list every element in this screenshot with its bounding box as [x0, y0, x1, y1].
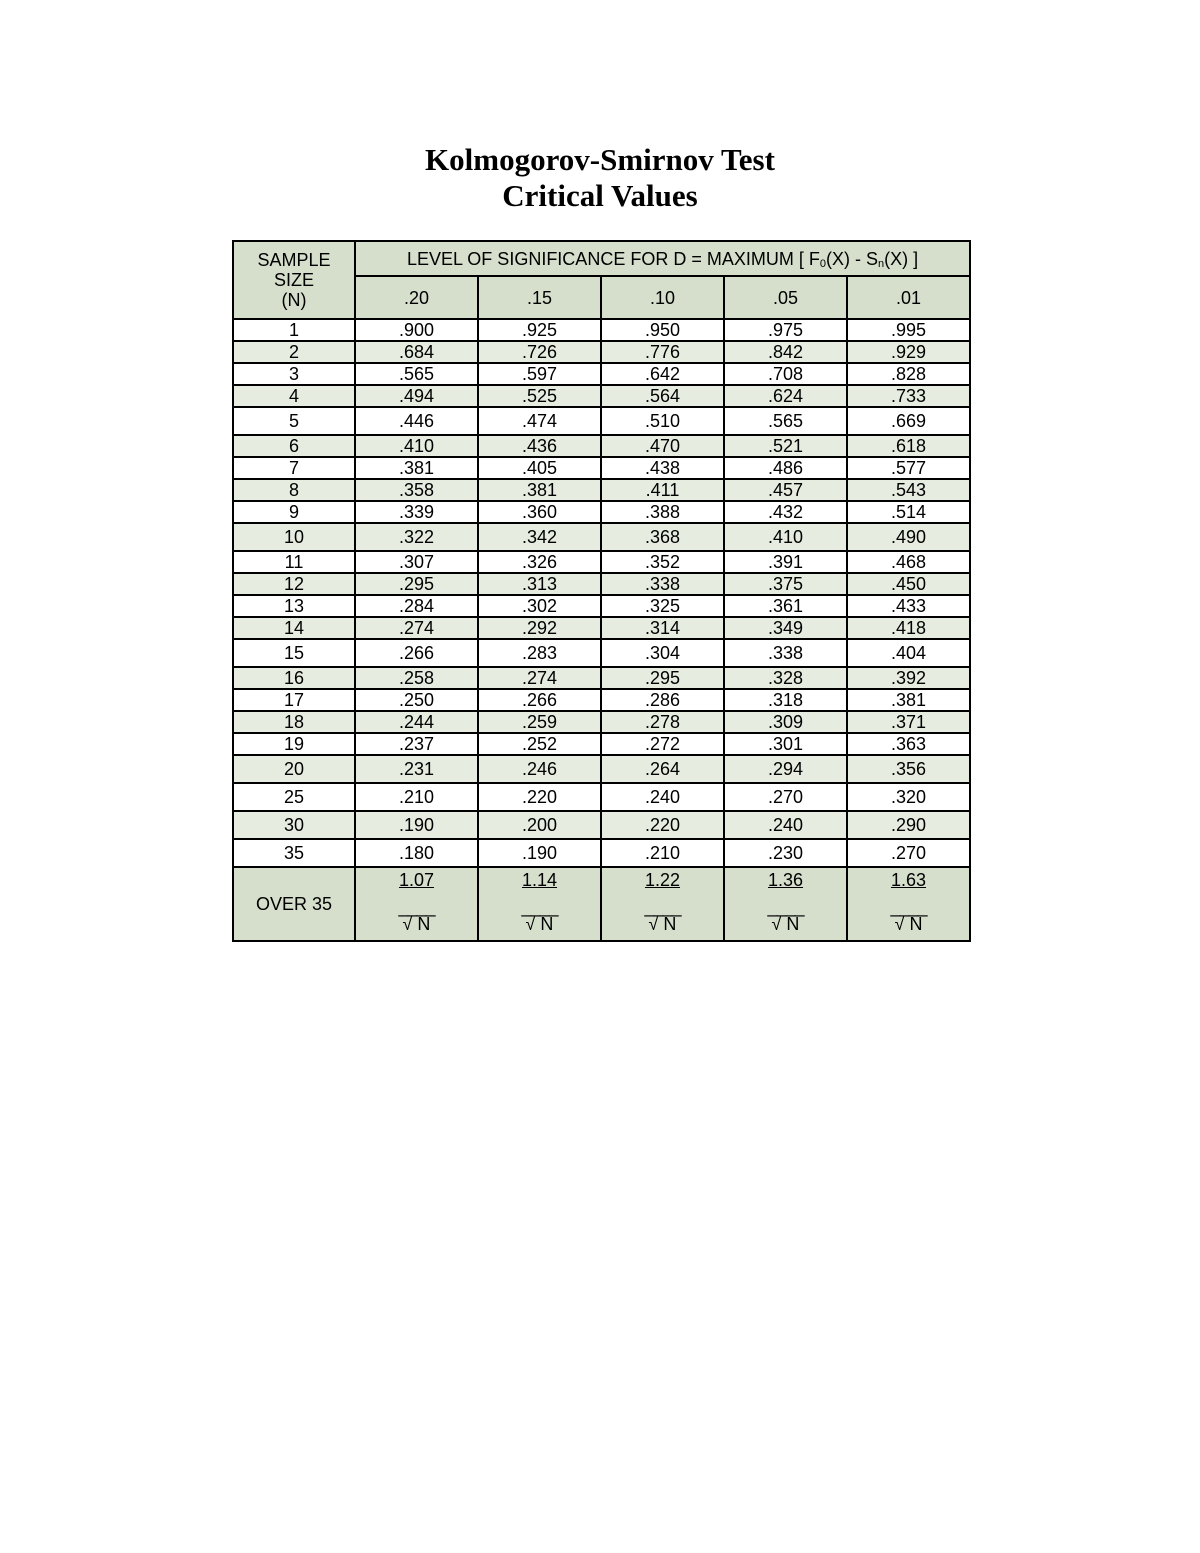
critical-value-cell: .404 — [847, 639, 970, 667]
sample-size-cell: 11 — [233, 551, 355, 573]
formula-denominator: √ N — [894, 914, 923, 934]
sample-size-header-line: (N) — [281, 290, 307, 310]
critical-value-cell: .190 — [355, 811, 478, 839]
formula-denominator: √ N — [771, 914, 800, 934]
sample-size-cell: 13 — [233, 595, 355, 617]
critical-value-cell: .360 — [478, 501, 601, 523]
critical-value-cell: .577 — [847, 457, 970, 479]
table-row — [233, 689, 970, 711]
critical-value-cell: .521 — [724, 435, 847, 457]
critical-value-cell: .391 — [724, 551, 847, 573]
sample-size-cell: 8 — [233, 479, 355, 501]
critical-value-cell: .244 — [355, 711, 478, 733]
critical-value-cell: .264 — [601, 755, 724, 783]
critical-value-cell: .494 — [355, 385, 478, 407]
critical-value-cell: .270 — [724, 783, 847, 811]
radical-bar: ____ — [398, 897, 435, 917]
critical-value-cell: .246 — [478, 755, 601, 783]
critical-value-cell: .684 — [355, 341, 478, 363]
critical-value-cell: .284 — [355, 595, 478, 617]
critical-value-cell: .363 — [847, 733, 970, 755]
critical-value-cell: .474 — [478, 407, 601, 435]
critical-value-cell: .240 — [601, 783, 724, 811]
critical-value-cell: .468 — [847, 551, 970, 573]
significance-middle: (X) - S — [825, 248, 878, 269]
critical-value-cell: .349 — [724, 617, 847, 639]
s-subscript: n — [877, 257, 885, 270]
table-row — [233, 711, 970, 733]
sample-size-cell: 20 — [233, 755, 355, 783]
critical-value-cell: .258 — [355, 667, 478, 689]
critical-value-cell: .733 — [847, 385, 970, 407]
critical-value-cell: .358 — [355, 479, 478, 501]
alpha-header: .10 — [601, 276, 724, 319]
formula-numerator: 1.36 — [767, 870, 804, 890]
critical-value-cell: .190 — [478, 839, 601, 867]
critical-values-table — [232, 240, 971, 942]
critical-value-cell: .307 — [355, 551, 478, 573]
table-row — [233, 595, 970, 617]
table-row — [233, 435, 970, 457]
sample-size-cell: 9 — [233, 501, 355, 523]
alpha-header: .15 — [478, 276, 601, 319]
critical-value-cell: .457 — [724, 479, 847, 501]
radical-bar: ____ — [767, 897, 804, 917]
formula-cell — [355, 867, 478, 941]
formula-numerator: 1.14 — [521, 870, 558, 890]
formula-denominator: √ N — [648, 914, 677, 934]
critical-value-cell: .371 — [847, 711, 970, 733]
critical-value-cell: .565 — [355, 363, 478, 385]
table-row — [233, 319, 970, 341]
critical-value-cell: .290 — [847, 811, 970, 839]
critical-value-cell: .510 — [601, 407, 724, 435]
table-row — [233, 551, 970, 573]
table-row — [233, 667, 970, 689]
sample-size-header-line: SIZE — [273, 270, 314, 290]
critical-value-cell: .975 — [724, 319, 847, 341]
table-row — [233, 341, 970, 363]
critical-value-cell: .486 — [724, 457, 847, 479]
radical-bar: ____ — [521, 897, 558, 917]
table-row — [233, 617, 970, 639]
significance-suffix: (X) ] — [884, 248, 919, 269]
critical-value-cell: .381 — [847, 689, 970, 711]
critical-value-cell: .231 — [355, 755, 478, 783]
critical-value-cell: .325 — [601, 595, 724, 617]
critical-value-cell: .274 — [478, 667, 601, 689]
critical-value-cell: .432 — [724, 501, 847, 523]
table-row — [233, 479, 970, 501]
critical-value-cell: .450 — [847, 573, 970, 595]
critical-value-cell: .564 — [601, 385, 724, 407]
critical-value-cell: .210 — [601, 839, 724, 867]
formula-denominator: √ N — [402, 914, 431, 934]
formula-numerator: 1.63 — [890, 870, 927, 890]
critical-value-cell: .436 — [478, 435, 601, 457]
critical-value-cell: .410 — [724, 523, 847, 551]
critical-value-cell: .322 — [355, 523, 478, 551]
alpha-header: .01 — [847, 276, 970, 319]
critical-value-cell: .597 — [478, 363, 601, 385]
critical-value-cell: .328 — [724, 667, 847, 689]
sample-size-cell: 17 — [233, 689, 355, 711]
formula-denominator: √ N — [525, 914, 554, 934]
sample-size-cell: 6 — [233, 435, 355, 457]
critical-value-cell: .708 — [724, 363, 847, 385]
table-row — [233, 839, 970, 867]
alpha-header: .20 — [355, 276, 478, 319]
critical-value-cell: .266 — [355, 639, 478, 667]
table-row — [233, 523, 970, 551]
sample-size-cell: 4 — [233, 385, 355, 407]
critical-value-cell: .301 — [724, 733, 847, 755]
sample-size-cell: 2 — [233, 341, 355, 363]
table-row — [233, 755, 970, 783]
critical-value-cell: .950 — [601, 319, 724, 341]
critical-value-cell: .200 — [478, 811, 601, 839]
page-subtitle: Critical Values — [502, 178, 698, 213]
critical-value-cell: .525 — [478, 385, 601, 407]
critical-value-cell: .320 — [847, 783, 970, 811]
critical-value-cell: .237 — [355, 733, 478, 755]
radical-bar: ____ — [890, 897, 927, 917]
critical-value-cell: .230 — [724, 839, 847, 867]
formula-cell — [478, 867, 601, 941]
critical-value-cell: .270 — [847, 839, 970, 867]
sample-size-cell: 14 — [233, 617, 355, 639]
critical-value-cell: .352 — [601, 551, 724, 573]
sample-size-cell: 5 — [233, 407, 355, 435]
radical-bar: ____ — [644, 897, 681, 917]
critical-value-cell: .180 — [355, 839, 478, 867]
critical-value-cell: .842 — [724, 341, 847, 363]
sample-size-cell: 25 — [233, 783, 355, 811]
table-row — [233, 363, 970, 385]
table-row — [233, 783, 970, 811]
critical-value-cell: .338 — [601, 573, 724, 595]
critical-value-cell: .642 — [601, 363, 724, 385]
critical-value-cell: .252 — [478, 733, 601, 755]
table-row — [233, 407, 970, 435]
critical-value-cell: .618 — [847, 435, 970, 457]
critical-value-cell: .313 — [478, 573, 601, 595]
critical-value-cell: .776 — [601, 341, 724, 363]
critical-value-cell: .995 — [847, 319, 970, 341]
critical-value-cell: .446 — [355, 407, 478, 435]
critical-value-cell: .438 — [601, 457, 724, 479]
critical-value-cell: .294 — [724, 755, 847, 783]
formula-cell — [601, 867, 724, 941]
critical-value-cell: .418 — [847, 617, 970, 639]
critical-value-cell: .433 — [847, 595, 970, 617]
critical-value-cell: .292 — [478, 617, 601, 639]
critical-value-cell: .490 — [847, 523, 970, 551]
critical-value-cell: .669 — [847, 407, 970, 435]
f-subscript: 0 — [819, 257, 826, 270]
critical-value-cell: .375 — [724, 573, 847, 595]
critical-value-cell: .356 — [847, 755, 970, 783]
table-row — [233, 733, 970, 755]
formula-numerator: 1.22 — [644, 870, 681, 890]
critical-value-cell: .295 — [355, 573, 478, 595]
over-35-row — [233, 867, 970, 941]
critical-value-cell: .392 — [847, 667, 970, 689]
table-row — [233, 501, 970, 523]
significance-prefix: LEVEL OF SIGNIFICANCE FOR D = MAXIMUM [ F — [406, 248, 820, 269]
critical-value-cell: .326 — [478, 551, 601, 573]
critical-value-cell: .318 — [724, 689, 847, 711]
formula-cell — [847, 867, 970, 941]
table-row — [233, 457, 970, 479]
critical-value-cell: .286 — [601, 689, 724, 711]
critical-value-cell: .361 — [724, 595, 847, 617]
formula-numerator: 1.07 — [398, 870, 435, 890]
critical-value-cell: .309 — [724, 711, 847, 733]
critical-value-cell: .283 — [478, 639, 601, 667]
critical-value-cell: .339 — [355, 501, 478, 523]
table-body — [233, 319, 970, 867]
critical-value-cell: .388 — [601, 501, 724, 523]
critical-value-cell: .925 — [478, 319, 601, 341]
sample-size-header-line: SAMPLE — [257, 250, 331, 270]
critical-value-cell: .900 — [355, 319, 478, 341]
critical-value-cell: .338 — [724, 639, 847, 667]
critical-value-cell: .411 — [601, 479, 724, 501]
critical-value-cell: .342 — [478, 523, 601, 551]
significance-header — [355, 241, 970, 276]
critical-value-cell: .266 — [478, 689, 601, 711]
critical-value-cell: .210 — [355, 783, 478, 811]
table-row — [233, 639, 970, 667]
critical-value-cell: .410 — [355, 435, 478, 457]
sample-size-cell: 30 — [233, 811, 355, 839]
alpha-header: .05 — [724, 276, 847, 319]
critical-value-cell: .272 — [601, 733, 724, 755]
critical-value-cell: .514 — [847, 501, 970, 523]
critical-value-cell: .405 — [478, 457, 601, 479]
table-row — [233, 811, 970, 839]
critical-value-cell: .470 — [601, 435, 724, 457]
formula-cell — [724, 867, 847, 941]
critical-value-cell: .565 — [724, 407, 847, 435]
critical-value-cell: .302 — [478, 595, 601, 617]
sample-size-cell: 19 — [233, 733, 355, 755]
critical-value-cell: .278 — [601, 711, 724, 733]
critical-value-cell: .250 — [355, 689, 478, 711]
critical-value-cell: .220 — [478, 783, 601, 811]
sample-size-header — [233, 241, 355, 319]
sample-size-cell: 15 — [233, 639, 355, 667]
critical-value-cell: .828 — [847, 363, 970, 385]
sample-size-cell: 7 — [233, 457, 355, 479]
sample-size-cell: 18 — [233, 711, 355, 733]
table-row — [233, 385, 970, 407]
critical-value-cell: .726 — [478, 341, 601, 363]
sample-size-cell: 35 — [233, 839, 355, 867]
sample-size-cell: 3 — [233, 363, 355, 385]
critical-value-cell: .259 — [478, 711, 601, 733]
critical-value-cell: .381 — [355, 457, 478, 479]
critical-value-cell: .220 — [601, 811, 724, 839]
sample-size-cell: 16 — [233, 667, 355, 689]
table-row — [233, 573, 970, 595]
sample-size-cell: 1 — [233, 319, 355, 341]
critical-value-cell: .624 — [724, 385, 847, 407]
critical-value-cell: .368 — [601, 523, 724, 551]
critical-value-cell: .543 — [847, 479, 970, 501]
critical-value-cell: .314 — [601, 617, 724, 639]
sample-size-cell: 12 — [233, 573, 355, 595]
critical-value-cell: .240 — [724, 811, 847, 839]
page-title: Kolmogorov-Smirnov Test — [425, 142, 775, 177]
sample-size-cell: 10 — [233, 523, 355, 551]
over-35-label: OVER 35 — [233, 867, 355, 941]
critical-value-cell: .381 — [478, 479, 601, 501]
critical-value-cell: .929 — [847, 341, 970, 363]
critical-value-cell: .304 — [601, 639, 724, 667]
critical-value-cell: .295 — [601, 667, 724, 689]
critical-value-cell: .274 — [355, 617, 478, 639]
